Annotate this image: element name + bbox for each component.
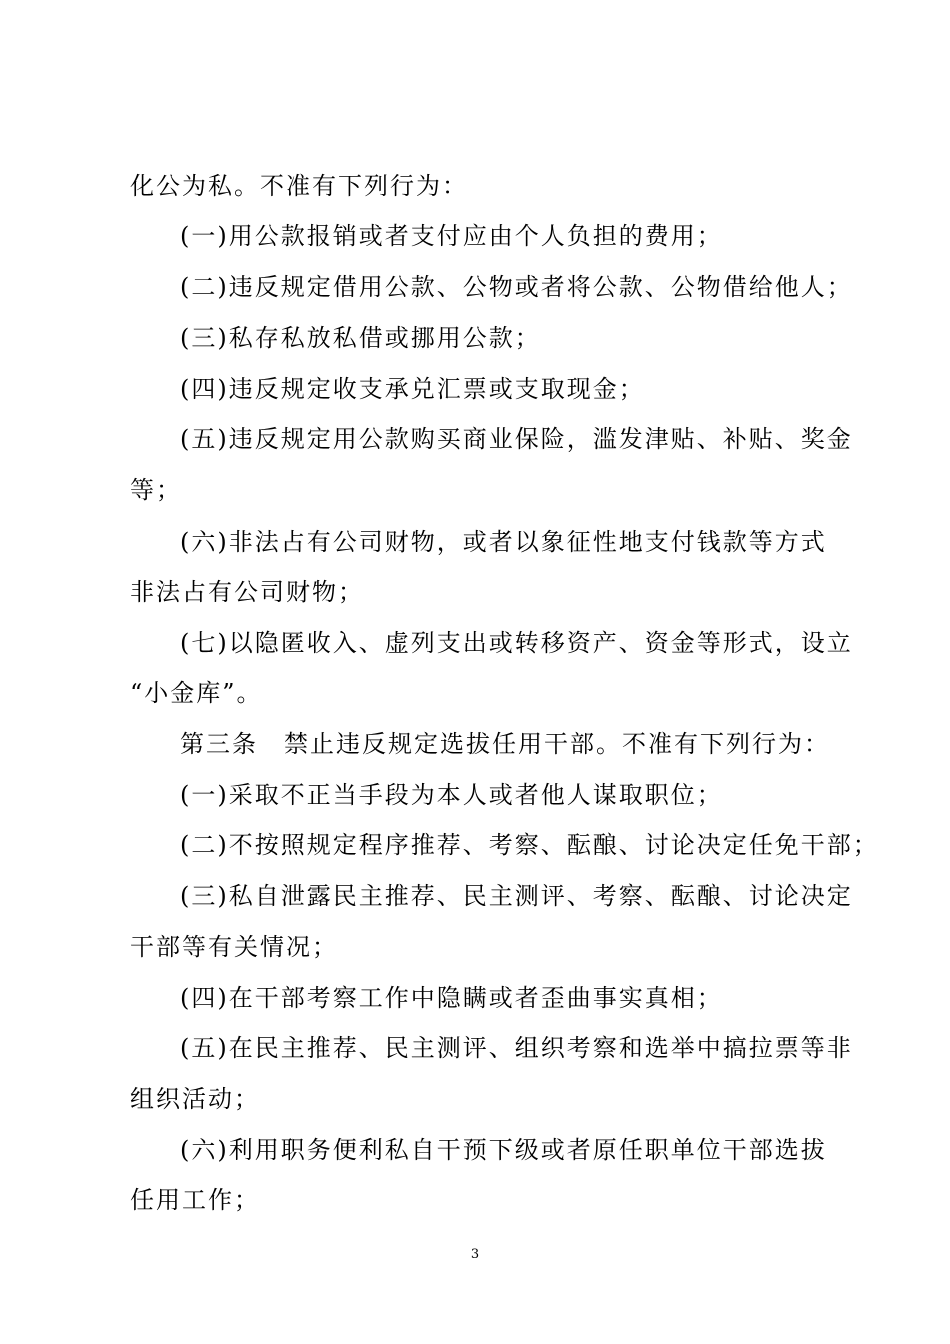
- article-heading-line: 第三条 禁止违反规定选拔任用干部。不准有下列行为：: [180, 730, 830, 758]
- text-line: “小金库”。: [130, 679, 263, 707]
- text-line: (六)利用职务便利私自干预下级或者原任职单位干部选拔: [180, 1136, 827, 1164]
- text-line: 组织活动；: [130, 1085, 260, 1113]
- text-line: 任用工作；: [130, 1186, 260, 1214]
- page-number: 3: [470, 1247, 480, 1262]
- text-line: (七)以隐匿收入、虚列支出或转移资产、资金等形式，设立: [180, 629, 853, 657]
- text-line: 干部等有关情况；: [130, 933, 338, 961]
- text-line: 非法占有公司财物；: [130, 578, 364, 606]
- text-line: (二)违反规定借用公款、公物或者将公款、公物借给他人；: [180, 273, 853, 301]
- text-line: (二)不按照规定程序推荐、考察、酝酿、讨论决定任免干部；: [180, 831, 879, 859]
- text-line: (一)用公款报销或者支付应由个人负担的费用；: [180, 222, 723, 250]
- text-line: (三)私自泄露民主推荐、民主测评、考察、酝酿、讨论决定: [180, 882, 853, 910]
- text-line: 化公为私。不准有下列行为：: [130, 172, 468, 200]
- text-line: (一)采取不正当手段为本人或者他人谋取职位；: [180, 781, 723, 809]
- text-line: (六)非法占有公司财物，或者以象征性地支付钱款等方式: [180, 528, 827, 556]
- text-line: (五)违反规定用公款购买商业保险，滥发津贴、补贴、奖金: [180, 425, 853, 453]
- text-line: (四)违反规定收支承兑汇票或支取现金；: [180, 375, 645, 403]
- text-line: (三)私存私放私借或挪用公款；: [180, 324, 541, 352]
- text-line: (五)在民主推荐、民主测评、组织考察和选举中搞拉票等非: [180, 1034, 853, 1062]
- text-line: (四)在干部考察工作中隐瞒或者歪曲事实真相；: [180, 984, 723, 1012]
- text-line: 等；: [130, 476, 182, 504]
